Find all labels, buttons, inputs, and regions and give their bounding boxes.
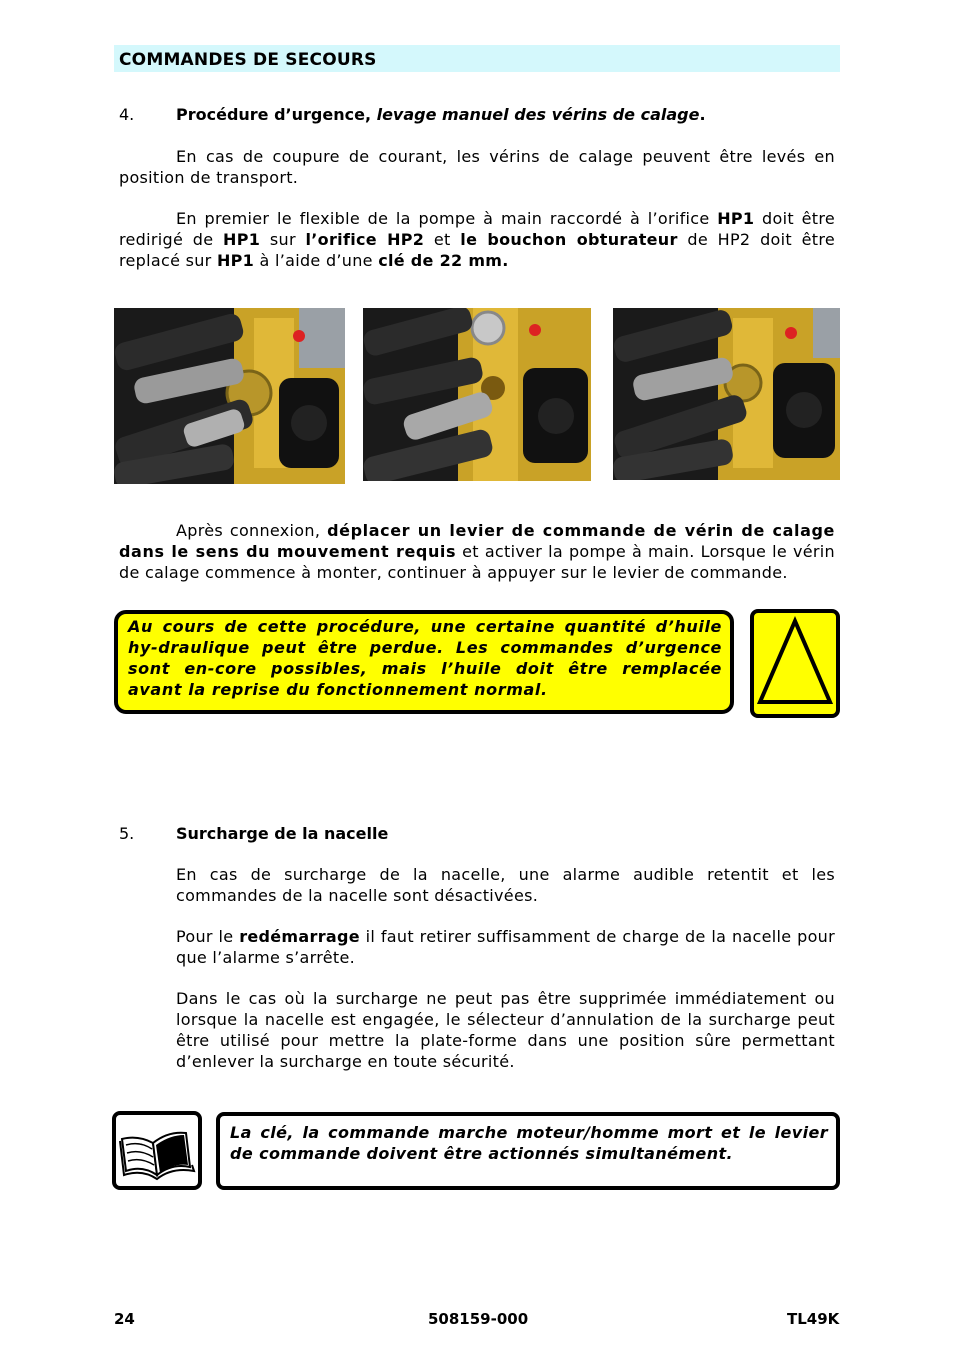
section-4-title-italic: levage manuel des vérins de calage <box>376 105 700 124</box>
section-4-title-bold: Procédure d’urgence, <box>176 105 377 124</box>
section-5-title: Surcharge de la nacelle <box>176 824 389 843</box>
manual-book-icon <box>112 1111 202 1190</box>
section-5-paragraph-1: En cas de surcharge de la nacelle, une alarme audible retentit et les commandes de la nacelle sont désactivées. <box>176 865 835 905</box>
warning-text: Au cours de cette procédure, une certaine quantité d’huile hy-draulique peut être perdue. Les commandes d’urgence sont en-core possibles, mais l’huile doit être remplacée avant la reprise du fonctionnement normal. <box>128 617 722 699</box>
hydraulic-manifold-photo-3 <box>613 308 840 480</box>
section-header-title: COMMANDES DE SECOURS <box>119 50 377 70</box>
footer-page-number: 24 <box>114 1310 135 1328</box>
section-5-paragraph-2: Pour le redémarrage il faut retirer suffisamment de charge de la nacelle pour que l’alarme s’arrête. <box>176 927 835 967</box>
hydraulic-manifold-photo-1 <box>114 308 345 484</box>
hydraulic-manifold-photo-2 <box>363 308 591 481</box>
section-4-paragraph-1: En cas de coupure de courant, les vérins de calage peuvent être levés en position de transport. <box>119 147 835 187</box>
note-text: La clé, la commande marche moteur/homme mort et le levier de commande doivent être actionnés simultanément. <box>230 1123 828 1163</box>
section-4-paragraph-2: En premier le flexible de la pompe à main raccordé à l’orifice HP1 doit être redirigé de HP1 sur l’orifice HP2 et le bouchon obturateur de HP2 doit être replacé sur HP1 à l’aide d’une clé de 22 mm. <box>119 209 836 270</box>
section-4-title <box>176 104 706 125</box>
section-5-paragraph-3: Dans le cas où la surcharge ne peut pas être supprimée immédiatement ou lorsque la nacelle est engagée, le sélecteur d’annulation de la surcharge peut être utilisé pour mettre la plate-forme dans une position sûre permettant d’enlever la surcharge en toute sécurité. <box>176 989 835 1071</box>
section-5-number: 5. <box>119 824 135 843</box>
section-4-paragraph-3: Après connexion, déplacer un levier de commande de vérin de calage dans le sens du mouvement requis et activer la pompe à main. Lorsque le vérin de calage commence à monter, continuer à appuyer sur le levier de commande. <box>119 521 835 582</box>
footer-document-number: 508159-000 <box>428 1310 529 1328</box>
footer-model: TL49K <box>787 1310 840 1328</box>
section-4-number: 4. <box>119 105 135 124</box>
section-4-title-end: . <box>699 105 706 124</box>
warning-triangle-icon <box>750 609 840 718</box>
